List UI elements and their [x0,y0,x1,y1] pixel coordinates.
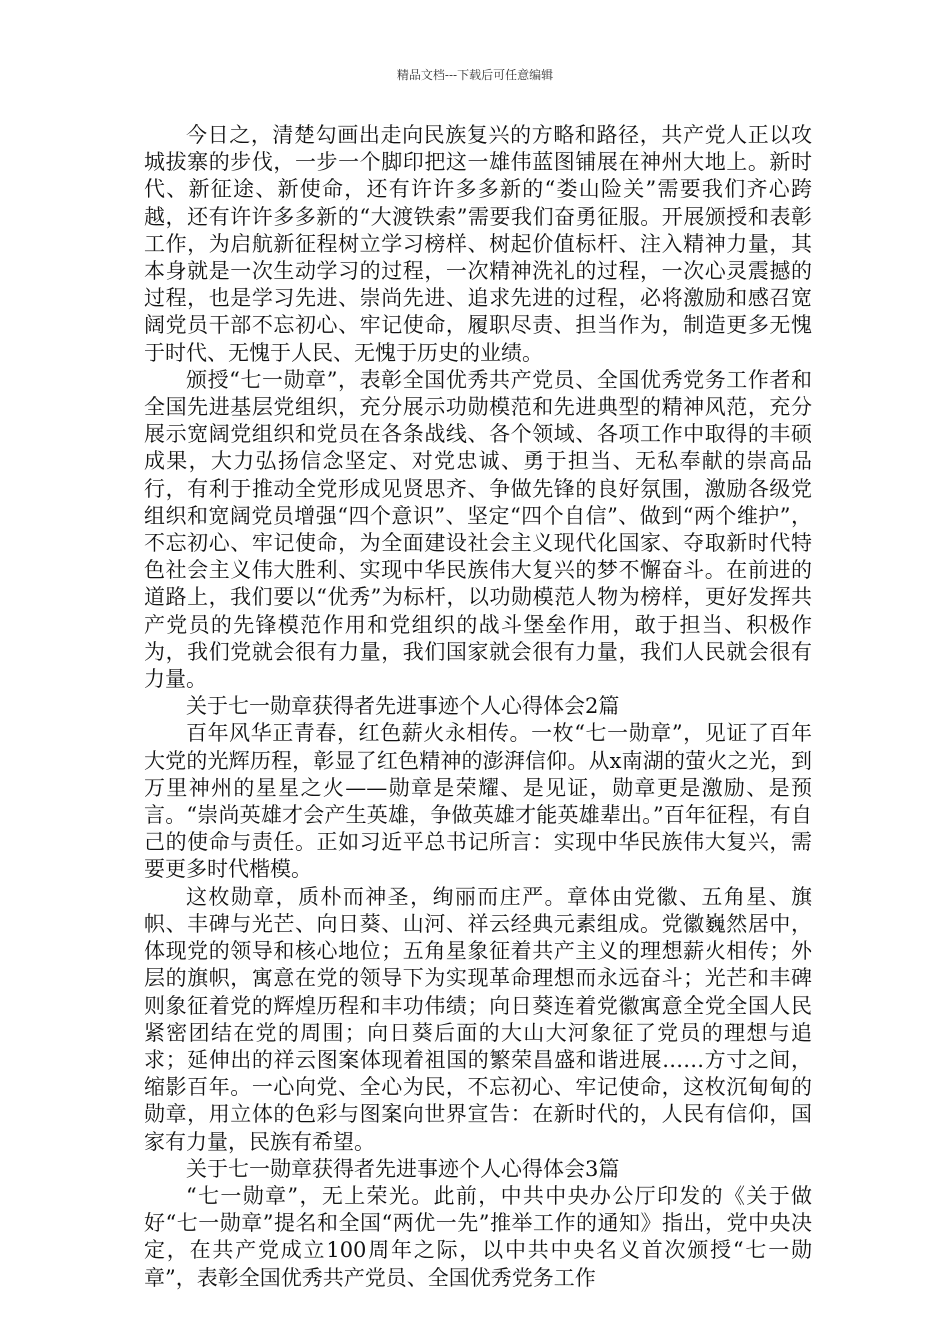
page-header: 精品文档---下载后可任意编辑 [396,68,554,82]
section-heading: 关于七一勋章获得者先进事迹个人心得体会2篇 [186,694,620,719]
paragraph: “七一勋章”，无上荣光。此前，中共中央办公厅印发的《关于做好“七一勋章”提名和全国“两优一先”推举工作的通知》指出，党中央决定，在共产党成立100周年之际，以中共中央名义首次颁授“七一勋章”，表彰全国优秀共产党员、全国优秀党务工作 [144,1183,812,1290]
paragraph: 这枚勋章，质朴而神圣，绚丽而庄严。章体由党徽、五角星、旗帜、丰碑与光芒、向日葵、山河、祥云经典元素组成。党徽巍然居中，体现党的领导和核心地位；五角星象征着共产主义的理想薪火相传；外层的旗帜，寓意在党的领导下为实现革命理想而永远奋斗；光芒和丰碑则象征着党的辉煌历程和丰功伟绩；向日葵连着党徽寓意全党全国人民紧密团结在党的周围；向日葵后面的大山大河象征了党员的理想与追求；延伸出的祥云图案体现着祖国的繁荣昌盛和谐进展……方寸之间，缩影百年。一心向党、全心为民，不忘初心、牢记使命，这枚沉甸甸的勋章，用立体的色彩与图案向世界宣告：在新时代的，人民有信仰，国家有力量，民族有希望。 [144,884,812,1154]
paragraph: 今日之，清楚勾画出走向民族复兴的方略和路径，共产党人正以攻城拔寨的步伐，一步一个脚印把这一雄伟蓝图铺展在神州大地上。新时代、新征途、新使命，还有许许多多新的“娄山险关”需要我们齐心跨越，还有许许多多新的“大渡铁索”需要我们奋勇征服。开展颁授和表彰工作，为启航新征程树立学习榜样、树起价值标杆、注入精神力量，其本身就是一次生动学习的过程，一次精神洗礼的过程，一次心灵震撼的过程，也是学习先进、崇尚先进、追求先进的过程，必将激励和感召宽阔党员干部不忘初心、牢记使命，履职尽责、担当作为，制造更多无愧于时代、无愧于人民、无愧于历史的业绩。 [144,123,812,365]
paragraph: 百年风华正青春，红色薪火永相传。一枚“七一勋章”，见证了百年大党的光辉历程，彰显了红色精神的澎湃信仰。从x南湖的萤火之光，到万里神州的星星之火——勋章是荣耀、是见证，勋章更是激励、是预言。“崇尚英雄才会产生英雄，争做英雄才能英雄辈出。”百年征程，有自己的使命与责任。正如习近平总书记所言：实现中华民族伟大复兴，需要更多时代楷模。 [144,721,812,882]
section-heading: 关于七一勋章获得者先进事迹个人心得体会3篇 [186,1156,620,1181]
document-body [144,122,812,1292]
paragraph: 颁授“七一勋章”，表彰全国优秀共产党员、全国优秀党务工作者和全国先进基层党组织，充分展示功勋模范和先进典型的精神风范，充分展示宽阔党组织和党员在各条战线、各个领域、各项工作中取得的丰硕成果，大力弘扬信念坚定、对党忠诚、勇于担当、无私奉献的崇高品行，有利于推动全党形成见贤思齐、争做先锋的良好氛围，激励各级党组织和宽阔党员增强“四个意识”、坚定“四个自信”、做到“两个维护”，不忘初心、牢记使命，为全面建设社会主义现代化国家、夺取新时代特色社会主义伟大胜利、实现中华民族伟大复兴的梦不懈奋斗。在前进的道路上，我们要以“优秀”为标杆，以功勋模范人物为榜样，更好发挥共产党员的先锋模范作用和党组织的战斗堡垒作用，敢于担当、积极作为，我们党就会很有力量，我们国家就会很有力量，我们人民就会很有力量。 [144,367,812,692]
